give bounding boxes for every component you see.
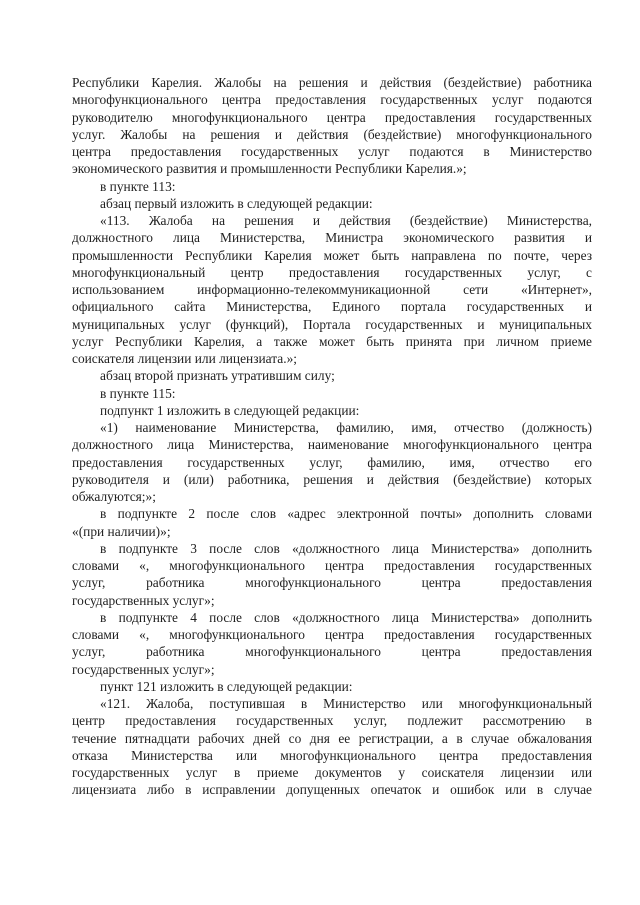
text-line: обжалуются;»; [72, 489, 156, 504]
text-line: «121. Жалоба, поступившая в Министерство или многофункциональный [100, 696, 592, 711]
text-line: лицензиата либо в исправлении допущенных опечаток и ошибок или в случае [72, 782, 592, 798]
text-line: руководителю многофункционального центра предоставления государственных [72, 109, 592, 125]
text-line: услуг. Жалобы на решения и действия (бездействие) многофункционального [72, 126, 592, 142]
text-line: течение пятнадцати рабочих дней со дня ее регистрации, а в случае обжалования [72, 730, 592, 746]
text-line: многофункциональный центр предоставления государственных услуг, с [72, 264, 592, 280]
document-body [72, 74, 592, 799]
text-line: экономического развития и промышленности Республики Карелия.»; [72, 161, 467, 177]
text-line: услуг Республики Карелия, а также может быть принята при личном приеме [72, 333, 592, 349]
text-line: словами «, многофункционального центра предоставления государственных [72, 558, 592, 573]
text-line: государственных услуг»; [72, 592, 215, 608]
text-line: подпункт 1 изложить в следующей редакции: [100, 402, 360, 418]
text-line: словами «, многофункционального центра предоставления государственных [72, 627, 592, 642]
text-line: государственных услуг в приеме документов у соискателя лицензии или [72, 765, 592, 780]
text-line: в пункте 115: [100, 385, 176, 401]
text-line: «113. Жалоба на решения и действия (бездействие) Министерства, [100, 213, 592, 228]
text-line: услуг, работника многофункционального центра предоставления [72, 644, 592, 660]
text-line: промышленности Республики Карелия может быть направлена по почте, через [72, 247, 592, 263]
text-line: абзац второй признать утратившим силу; [100, 368, 335, 384]
text-line: центр предоставления государственных услуг, подлежит рассмотрению в [72, 713, 592, 729]
text-line: официального сайта Министерства, Единого портала государственных и [72, 299, 592, 315]
text-line: пункт 121 изложить в следующей редакции: [100, 678, 353, 694]
text-line: предоставления государственных услуг, фамилию, имя, отчество его [72, 454, 592, 470]
text-line: в подпункте 3 после слов «должностного лица Министерства» дополнить [100, 540, 592, 556]
text-line: соискателя лицензии или лицензиата.»; [72, 351, 297, 366]
text-line: руководителя и (или) работника, решения и действия (бездействие) которых [72, 471, 592, 487]
text-line: Республики Карелия. Жалобы на решения и действия (бездействие) работника [72, 75, 592, 90]
text-line: муниципальных услуг (функций), Портала государственных и муниципальных [72, 316, 592, 332]
text-line: «1) наименование Министерства, фамилию, имя, отчество (должность) [100, 420, 592, 435]
text-line: в подпункте 2 после слов «адрес электронной почты» дополнить словами [100, 506, 592, 522]
text-line: «(при наличии)»; [72, 523, 171, 539]
text-line: использованием информационно-телекоммуникационной сети «Интернет», [72, 282, 592, 297]
text-line: в пункте 113: [100, 178, 176, 194]
text-line: должностного лица Министерства, наименование многофункционального центра [72, 437, 592, 453]
text-line: должностного лица Министерства, Министра экономического развития и [72, 230, 592, 246]
text-line: многофункционального центра предоставления государственных услуг подаются [72, 92, 592, 108]
text-line: услуг, работника многофункционального центра предоставления [72, 575, 592, 591]
text-line: государственных услуг»; [72, 661, 215, 677]
text-line: центра предоставления государственных услуг подаются в Министерство [72, 144, 592, 159]
text-line: абзац первый изложить в следующей редакции: [100, 195, 373, 211]
text-line: отказа Министерства или многофункционального центра предоставления [72, 747, 592, 763]
text-line: в подпункте 4 после слов «должностного лица Министерства» дополнить [100, 609, 592, 625]
